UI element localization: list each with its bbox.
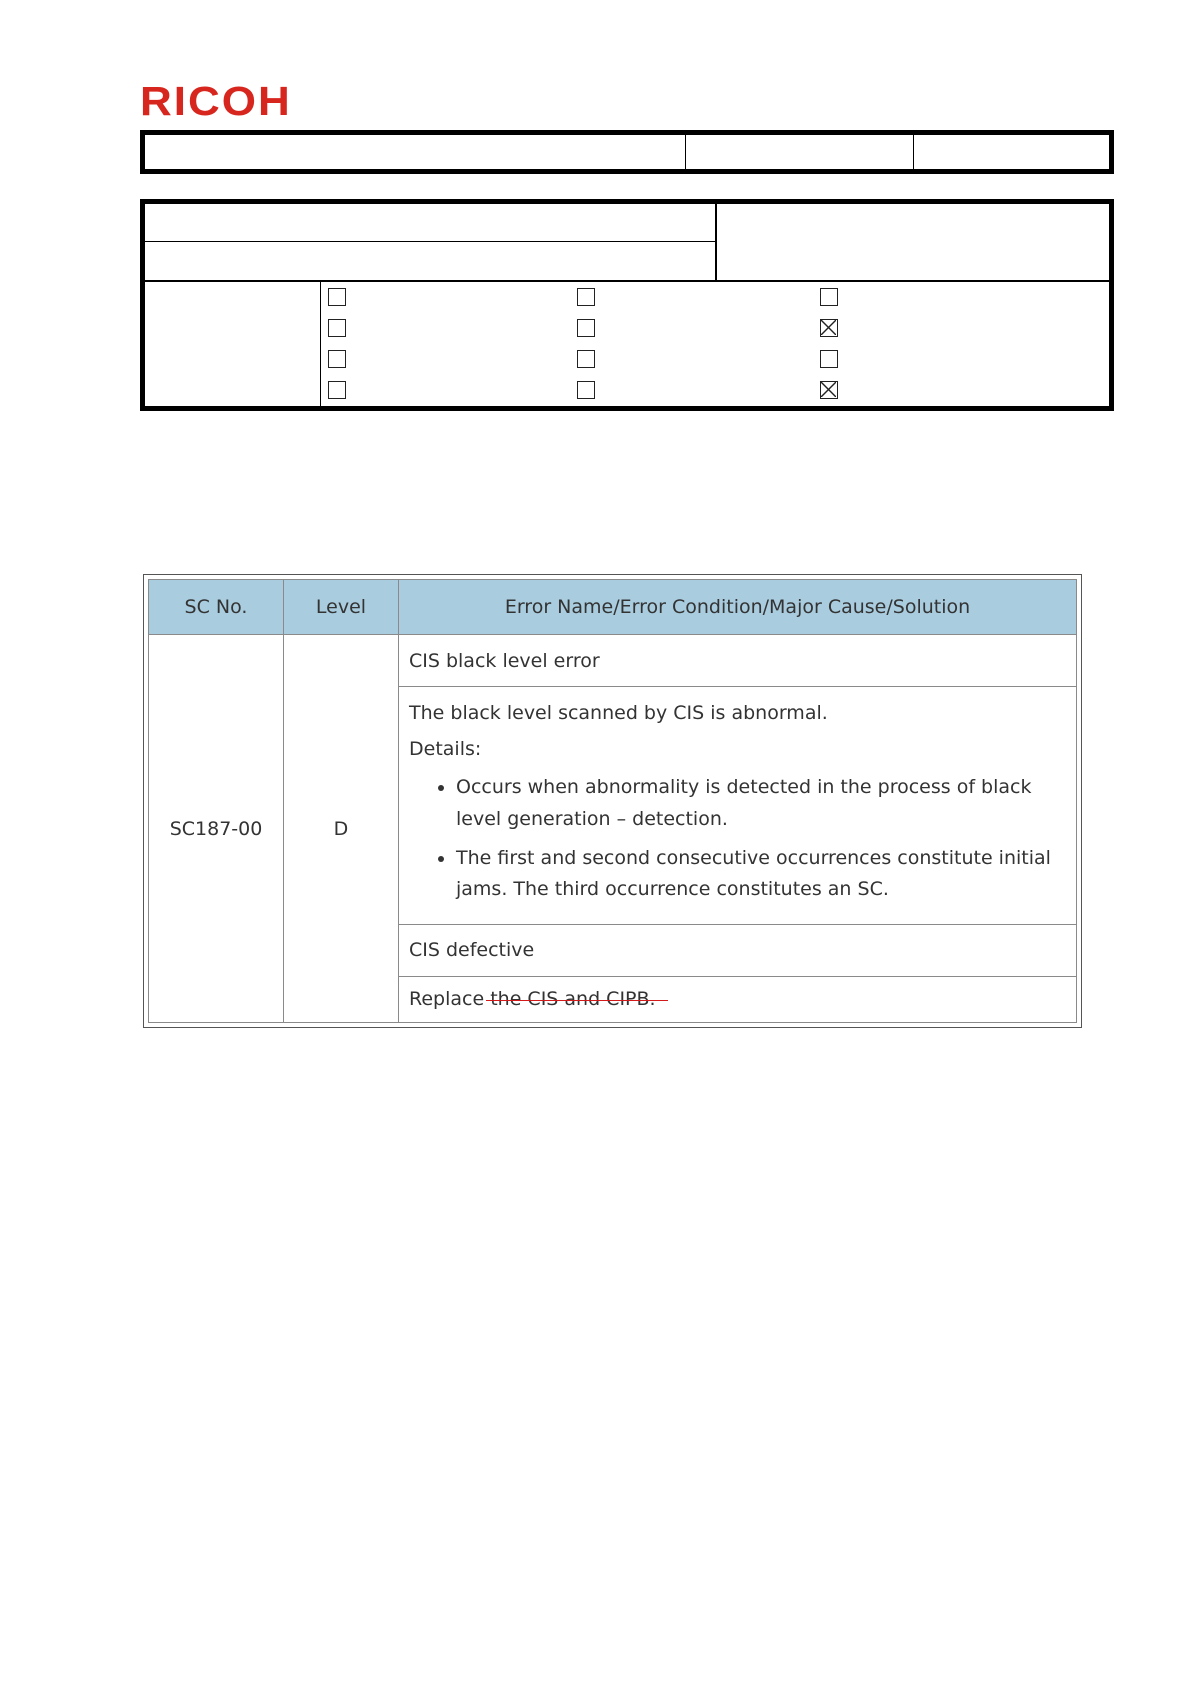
header-description: Error Name/Error Condition/Major Cause/Solution [399, 580, 1077, 635]
checkbox-checked [820, 319, 838, 337]
checkbox-unchecked [820, 350, 838, 368]
condition-text: The black level scanned by CIS is abnormal. [409, 702, 828, 724]
solution-struck-text: the CIS and CIPB. [490, 988, 656, 1011]
header-form-row [140, 130, 1114, 174]
bulletin-form [140, 199, 1114, 411]
checkbox-unchecked [577, 288, 595, 306]
form-divider [145, 280, 1109, 282]
sc-code-table-frame [143, 574, 1082, 1028]
details-list [409, 772, 1066, 905]
sc-number-cell: SC187-00 [149, 635, 284, 1023]
error-condition-cell [399, 687, 1077, 925]
checkbox-unchecked [577, 350, 595, 368]
form-field-models [145, 242, 717, 280]
checkbox-unchecked [820, 288, 838, 306]
checkbox-unchecked [328, 288, 346, 306]
header-sc-no: SC No. [149, 580, 284, 635]
sc-table-header-row [149, 580, 1077, 635]
details-label: Details: [409, 737, 482, 760]
checkbox-checked [820, 381, 838, 399]
solution-cell [399, 976, 1077, 1022]
checkbox-unchecked [328, 381, 346, 399]
detail-item: • Occurs when abnormality is detected in the process of black level generation – detection. [456, 772, 1066, 835]
form-field-subject [145, 204, 717, 242]
checkbox-unchecked [577, 319, 595, 337]
header-cell-page [914, 135, 1109, 169]
checkbox-unchecked [328, 319, 346, 337]
header-level: Level [284, 580, 399, 635]
checkbox-unchecked [328, 350, 346, 368]
sc-code-table [148, 579, 1077, 1023]
solution-prefix: Replace [409, 988, 491, 1011]
checkbox-unchecked [577, 381, 595, 399]
sc-level-cell: D [284, 635, 399, 1023]
sc-row-error-name [149, 635, 1077, 687]
major-cause-cell: CIS defective [399, 924, 1077, 976]
form-classification-divider [320, 280, 321, 406]
detail-item: • The first and second consecutive occurrences constitute initial jams. The third occurrence constitutes an SC. [456, 843, 1066, 906]
header-cell-title [145, 135, 686, 169]
error-name-cell: CIS black level error [399, 635, 1077, 687]
ricoh-logo: RICOH [140, 79, 292, 125]
header-cell-number [686, 135, 914, 169]
